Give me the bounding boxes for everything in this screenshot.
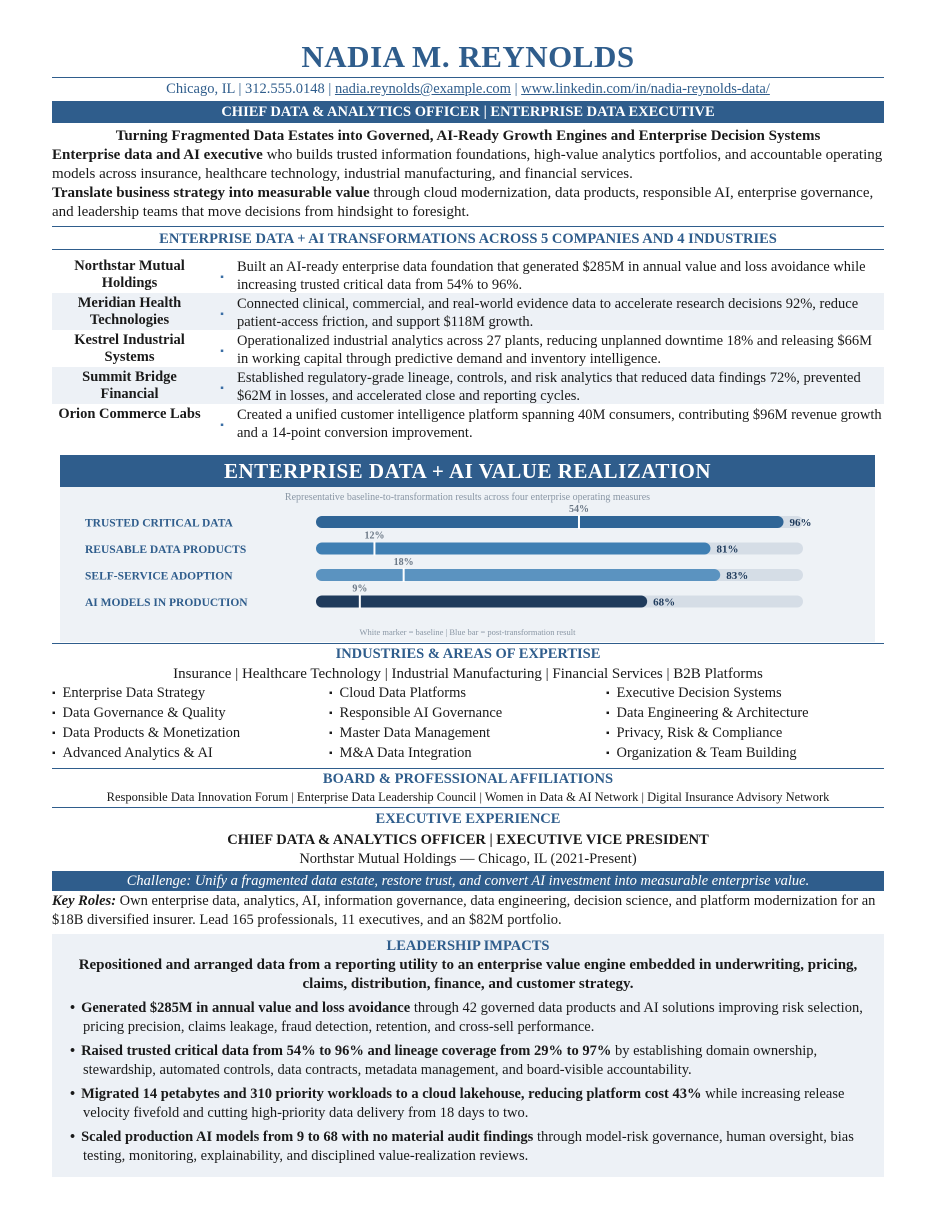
impact-headline: Raised trusted critical data from 54% to 96% and lineage coverage from 29% to 97% [81,1043,612,1059]
challenge-bar: Challenge: Unify a fragmented data estate, restore trust, and convert AI investment into measurable enterprise value. [52,871,884,891]
company-name: Summit Bridge Financial [82,369,177,402]
chart-value-label: 96% [789,517,812,529]
chart-value-label: 81% [716,543,739,556]
chart-bar [316,516,784,528]
expertise-column-2 [329,684,606,764]
transformations-heading: ENTERPRISE DATA + AI TRANSFORMATIONS ACROSS 5 COMPANIES AND 4 INDUSTRIES [159,231,777,247]
title-bar: CHIEF DATA & ANALYTICS OFFICER | ENTERPRISE DATA EXECUTIVE [52,101,884,123]
company-name: Orion Commerce Labs [58,406,201,422]
transformation-row [52,367,884,404]
expertise-heading: INDUSTRIES & AREAS OF EXPERTISE [335,646,601,662]
company-name: Meridian Health Technologies [77,295,182,328]
expertise-item: ▪ M&A Data Integration [329,744,606,764]
chart-category-label: SELF-SERVICE ADOPTION [85,570,233,583]
chart-bar [316,569,720,581]
expertise-item: ▪ Advanced Analytics & AI [52,744,329,764]
impact-headline: Generated $285M in annual value and loss avoidance [81,1000,411,1016]
impact-detail: by establishing domain ownership, stewardship, automated controls, data contracts, metadata management, and board-visible accountability. [83,1043,818,1078]
chart-baseline-marker [578,515,580,529]
transformation-text: Created a unified customer intelligence platform spanning 40M consumers, contributing $96M revenue growth and a 14-point conversion improvement. [237,407,882,441]
chart-category-label: TRUSTED CRITICAL DATA [85,517,233,530]
impact-item [70,1085,874,1122]
divider [52,249,884,250]
transformation-row [52,256,884,293]
transformation-text: Established regulatory-grade lineage, controls, and risk analytics that reduced data findings 72%, prevented $62M in losses, and accelerated close and reporting cycles. [237,370,861,404]
impact-headline: Migrated 14 petabytes and 310 priority workloads to a cloud lakehouse, reducing platform cost 43% [81,1086,702,1102]
chart-baseline-marker [403,568,405,582]
divider [52,77,884,78]
chart-baseline-marker [359,595,361,609]
candidate-name: NADIA M. REYNOLDS [301,39,635,74]
impact-detail: through model-risk governance, human oversight, bias testing, monitoring, explainability, and disciplined value-realization reviews. [83,1129,854,1164]
summary-p2-text: through cloud modernization, data products, responsible AI, enterprise governance, and leadership teams that move decisions from hindsight to foresight. [52,185,874,220]
expertise-item: ▪ Cloud Data Platforms [329,684,606,704]
chart-baseline-marker [373,542,375,556]
summary-p2-bold: Translate business strategy into measurable value [52,185,370,201]
chart-baseline-label: 12% [364,530,385,542]
chart-baseline-label: 18% [393,557,414,568]
impact-headline: Scaled production AI models from 9 to 68 with no material audit findings [81,1129,534,1145]
expertise-item: ▪ Enterprise Data Strategy [52,684,329,704]
leadership-impacts [52,934,884,1177]
bullet-icon: ▪ [220,346,224,357]
impact-detail: through 42 governed data products and AI solutions improving risk selection, pricing precision, claims leakage, fraud detection, retention, and cross-sell performance. [83,1000,863,1035]
transformation-row [52,404,884,441]
resume-page-lower [52,643,884,1177]
key-roles-text: Own enterprise data, analytics, AI, information governance, data engineering, decision science, and platform modernization for an $18B diversified insurer. Lead 165 professionals, 11 executives, and an $82M portfolio. [52,893,876,928]
board-affiliations: Responsible Data Innovation Forum | Enterprise Data Leadership Council | Women in Data & AI Network | Digital Insurance Advisory Network [106,790,830,804]
expertise-item: ▪ Data Governance & Quality [52,704,329,724]
chart-value-label: 83% [726,570,749,582]
bullet-icon: ▪ [220,420,224,431]
chart-plot [60,505,875,625]
company-name: Kestrel Industrial Systems [74,332,185,365]
bullet-icon: ▪ [220,383,224,394]
expertise-item: ▪ Responsible AI Governance [329,704,606,724]
divider [52,807,884,808]
impact-detail: while increasing release velocity fivefold and cutting high-priority data delivery from 18 days to two. [83,1086,845,1121]
chart-note: White marker = baseline | Blue bar = post-transformation result [359,627,576,637]
job-title: CHIEF DATA & ANALYTICS OFFICER | EXECUTIVE VICE PRESIDENT [227,832,709,848]
chart-category-label: REUSABLE DATA PRODUCTS [85,544,247,556]
job-organization: Northstar Mutual Holdings — Chicago, IL (2021-Present) [299,851,637,867]
bullet-icon: ▪ [220,309,224,320]
transformation-row [52,293,884,330]
transformation-row [52,330,884,367]
impacts-intro: Repositioned and arranged data from a reporting utility to an enterprise value engine embedded in underwriting, pricing, claims, distribution, finance, and customer strategy. [78,957,858,992]
impact-item [70,999,874,1036]
board-heading: BOARD & PROFESSIONAL AFFILIATIONS [322,771,614,787]
transformation-text: Operationalized industrial analytics across 27 plants, reducing unplanned downtime 18% and releasing $66M in working capital through predictive demand and inventory intelligence. [237,333,873,367]
transformation-text: Connected clinical, commercial, and real-world evidence data to accelerate research decisions 92%, reduce patient-access friction, and support $118M growth. [237,296,859,330]
expertise-item: ▪ Master Data Management [329,724,606,744]
email-link[interactable]: nadia.reynolds@example.com [334,81,511,97]
chart-value-label: 68% [653,596,676,609]
expertise-column-1 [52,684,329,764]
location-phone: Chicago, IL | 312.555.0148 | [166,81,335,97]
company-name: Northstar Mutual Holdings [74,258,185,291]
key-roles [52,892,884,930]
value-chart [60,455,875,642]
transformations-table [52,256,884,441]
chart-title: ENTERPRISE DATA + AI VALUE REALIZATION [60,455,875,487]
chart-bar [316,596,647,608]
summary-p1-text: who builds trusted information foundations, high-value analytics portfolios, and accountable operating models across insurance, healthcare technology, industrial manufacturing, and financial services. [52,147,883,182]
impacts-heading: LEADERSHIP IMPACTS [386,938,550,954]
industries-line: Insurance | Healthcare Technology | Industrial Manufacturing | Financial Services | B2B Platforms [173,666,763,682]
chart-subtitle: Representative baseline-to-transformation results across four enterprise operating measures [284,492,651,503]
summary-tagline: Turning Fragmented Data Estates into Governed, AI-Ready Growth Engines and Enterprise Decision Systems [115,128,821,144]
key-roles-label: Key Roles: [52,893,117,909]
chart-category-label: AI MODELS IN PRODUCTION [85,597,248,609]
expertise-item: ▪ Privacy, Risk & Compliance [606,724,883,744]
summary-paragraph-1 [52,146,884,184]
expertise-column-3 [606,684,883,764]
transformation-text: Built an AI-ready enterprise data foundation that generated $285M in annual value and loss avoidance while increasing trusted critical data from 54% to 96%. [237,259,866,293]
divider [52,226,884,227]
experience-heading: EXECUTIVE EXPERIENCE [375,811,561,827]
contact-line [52,79,884,99]
expertise-list [52,684,884,764]
summary-paragraph-2 [52,184,884,222]
contact-separator: | [510,81,522,97]
impact-item [70,1042,874,1079]
expertise-item: ▪ Organization & Team Building [606,744,883,764]
chart-baseline-label: 9% [352,583,368,595]
impact-item [70,1128,874,1165]
bullet-icon: ▪ [220,272,224,283]
summary-p1-bold: Enterprise data and AI executive [52,147,263,163]
impacts-list [52,999,884,1165]
expertise-item: ▪ Executive Decision Systems [606,684,883,704]
expertise-item: ▪ Data Engineering & Architecture [606,704,883,724]
linkedin-link[interactable]: www.linkedin.com/in/nadia-reynolds-data/ [521,81,770,97]
resume-page [52,0,884,441]
expertise-item: ▪ Data Products & Monetization [52,724,329,744]
chart-baseline-label: 54% [568,505,589,515]
